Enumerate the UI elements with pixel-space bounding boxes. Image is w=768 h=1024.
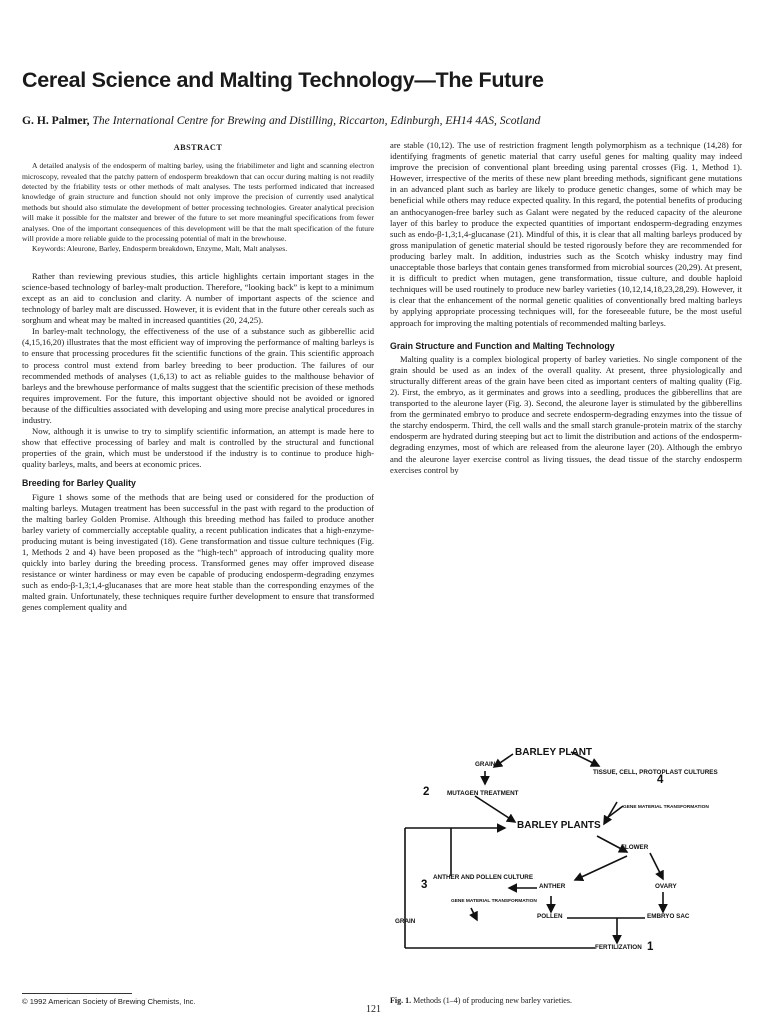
label-barley-plant: BARLEY PLANT	[515, 747, 593, 758]
paragraph-breeding: Figure 1 shows some of the methods that are being used or considered for the production of malting barleys. Mutagen treatment has been successful in the past with regard to the production of the malting barley Golden Promise. Although this breeding method has failed to produce another barley variety of commercially acceptable quality, a recent publication indicates that a high-enzyme-producing mutant is being investigated (18). Gene transformation and tissue culture techniques (Fig. 1, Methods 2 and 4) have been proposed as the “high-tech” approach of introducing quality more quickly into barley during the breeding process. Transformed genes may offer improved disease resistance or winter hardiness or may even be capable of producing endosperm-degrading enzymes such as endo-β-1,3;1,4-glucanases that are more heat stable than the corresponding enzymes of the malted grain. Unfortunately, these techniques require further development to ensure that transformed genes complement quality and	[22, 491, 374, 613]
label-flower: FLOWER	[621, 844, 649, 851]
figure-1-diagram	[395, 747, 718, 984]
paper-title: Cereal Science and Malting Technology—The Future	[22, 68, 544, 92]
author-name: G. H. Palmer,	[22, 114, 90, 127]
figure-caption	[390, 996, 572, 1005]
abstract-heading: ABSTRACT	[173, 143, 223, 152]
label-method-2: 2	[423, 786, 430, 798]
abstract-keywords: Keywords: Aleurone, Barley, Endosperm breakdown, Enzyme, Malt, Malt analyses.	[32, 244, 288, 254]
page-number: 121	[366, 1004, 381, 1015]
arrow-flower-to-ovary	[650, 853, 663, 879]
label-method-3: 3	[421, 879, 428, 891]
label-tissue-culture: TISSUE, CELL, PROTOPLAST CULTURES	[593, 769, 718, 776]
arrow-flower-to-anther	[575, 856, 627, 880]
paragraph-grain: Malting quality is a complex biological property of barley varieties. No single component of the grain should be used as an index of the overall quality. At present, three physiologically and structurally different areas of the grain have been cited as important centers of malting quality (Fig. 2). First, the embryo, as it germinates and grows into a seedling, produces the gibberellins that are transported to the aleurone layer (Fig. 3). Second, the aleurone layer is stimulated by the gibberellins from the germinated embryo to produce and secrete endosperm-degrading enzymes into the tissue of the starchy endosperm. Third, the cell walls and the small starch granule-protein matrix of the starchy endosperm are hydrated during steeping but act to limit the distribution and actions of the endosperm-degrading enzymes, most of which are released from the aleurone layer (20). Although the embryo and the aleurone layer exercise control as living tissues, the dead tissue of the starchy endosperm exercises control by	[390, 353, 742, 475]
body-right	[390, 140, 742, 476]
author-affiliation: The International Centre for Brewing and Distilling, Riccarton, Edinburgh, EH14 4AS, Scotland	[92, 114, 541, 127]
caption-label: Fig. 1.	[390, 996, 412, 1005]
label-ovary: OVARY	[655, 883, 677, 890]
paragraph-breeding-cont: are stable (10,12). The use of restriction fragment length polymorphism as a technique (14,28) for identifying fragments of genetic material that carry useful genes for malting quality may indeed improve the precision of conventional plant breeding using parental crosses (Fig. 1, Method 1). However, irrespective of the merits of these new plant breeding methods, significant gene mutations in an advanced plant such as barley are likely to produce genetic changes, some of which may be beneficial while others may reduce expected quality. In this regard, the potential benefits of producing an anthocyanogen-free barley such as Galant were negated by the reduced capacity of the aleurone layer of this barley to produce the expected quantities of important endosperm-degrading enzymes such as endo-β-1,3;1,4-glucanase (21). Mindful of this, it is clear that all malting barleys produced by gross manipulation of genetic material should be tested rigorously before they are recommended for producing barley malt. In addition, industries such as the Scotch whisky industry may find unacceptable those barleys that contain genes transformed from microbial sources (20,29). At present, it is difficult to predict when mutagen, gene transformation, tissue culture, and double haploid techniques will be used routinely to produce new barley varieties (10,12,14,18,23,28,29). However, it is clear that the enhancement of the normal genetic qualities of conventionally bred malting barleys by applying appropriate processing techniques will, for the foreseeable future, be the most useful approach for improving the malting potentials of recommended malting barleys.	[390, 140, 742, 328]
author-line	[22, 114, 752, 127]
arrow-gene-to-plants	[607, 806, 623, 818]
label-grain-left: GRAIN	[395, 918, 416, 925]
right-column	[390, 140, 742, 476]
label-method-1: 1	[647, 941, 654, 953]
section-heading-breeding: Breeding for Barley Quality	[22, 478, 136, 489]
caption-text: Methods (1–4) of producing new barley varieties.	[411, 996, 572, 1005]
abstract-text: A detailed analysis of the endosperm of malting barley, using the friabilimeter and light and scanning electron microscopy, revealed that the patchy pattern of endosperm breakdown that can occur during malting is not readily detected by the friability tests or other methods of malt analyses. The tests performed indicated that increased knowledge of grain structure and function should not only improve the precision of currently used analytical methods but should also stimulate the development of better processing technologies. Greater analytical precision will make it possible for the maltster and brewer of the future to set more meaningful specifications from fewer analyses. One of the important consequences of this development will be that the malt specification of the future will provide a more reliable guide to the processing potential of malt in the brewhouse.	[22, 161, 374, 243]
label-embryo-sac: EMBRYO SAC	[647, 913, 690, 920]
label-fertilization: FERTILIZATION	[595, 944, 642, 951]
arrow-gene-bottom	[471, 908, 477, 920]
body-left	[22, 271, 374, 614]
label-barley-plants: BARLEY PLANTS	[517, 820, 601, 831]
label-anther: ANTHER	[539, 883, 566, 890]
paragraph-approach: Now, although it is unwise to try to simplify scientific information, an attempt is made here to show that effective processing of barley and malt is controlled by the structural and functional properties of the grain, which must be understood if the industry is to continue to produce high-quality barleys, malts, and beers at economic prices.	[22, 426, 374, 470]
arrow-plant-to-grain	[494, 754, 513, 767]
arrow-tissue-to-plants	[604, 802, 617, 824]
paragraph-intro: Rather than reviewing previous studies, this article highlights certain important stages in the science-based technology of barley-malt production. Therefore, “looking back” is kept to a minimum except as an aid to conclusion and clarity. A number of important aspects of the science and technology of barley malt are discussed. However, it is evident that in the future other cereals such as sorghum and wheat may be malted in increased quantities (20, 24,25).	[22, 270, 374, 326]
label-gene-material-top: GENE MATERIAL TRANSFORMATION	[623, 805, 709, 810]
arrow-mutagen-to-plants	[475, 796, 515, 822]
paragraph-technology: In barley-malt technology, the effectiveness of the use of a substance such as gibberellic acid (4,15,16,20) illustrates that the most efficient way of improving the performance of malting barleys is to ensure that processing procedures fit the scientific functions of the grain. This scientific approach to process control must extend from barley breeding to beer production. The failures of our recommended methods of analyses (1,6,13) to act as reliable guides to the malthouse behavior of barleys and the brewhouse performance of malts suggest that the scientific precision of these methods requires improvement. For the future, this important objective should not be avoided or ignored because of the difficulties associated with developing and using more precise analytical procedures in industry.	[22, 326, 374, 425]
label-grain-top: GRAIN	[475, 761, 496, 768]
label-mutagen: MUTAGEN TREATMENT	[447, 790, 519, 797]
left-column	[22, 140, 374, 614]
label-gene-material-bottom: GENE MATERIAL TRANSFORMATION	[451, 899, 537, 904]
section-heading-grain: Grain Structure and Function and Malting Technology	[390, 340, 615, 351]
label-pollen: POLLEN	[537, 913, 563, 920]
copyright-notice: © 1992 American Society of Brewing Chemists, Inc.	[22, 997, 196, 1006]
abstract	[22, 161, 374, 255]
footnote-rule	[22, 993, 132, 994]
label-method-4: 4	[657, 774, 664, 786]
label-anther-pollen-culture: ANTHER AND POLLEN CULTURE	[433, 874, 534, 881]
